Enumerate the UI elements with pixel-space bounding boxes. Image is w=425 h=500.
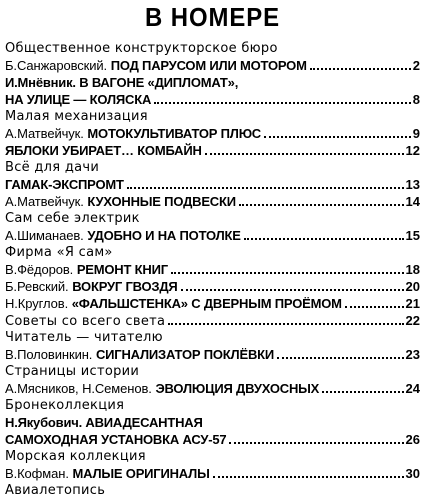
section-heading: Малая механизация <box>5 109 148 124</box>
entry-title: МАЛЫЕ ОРИГИНАЛЫ <box>72 466 210 481</box>
dot-leader <box>127 187 404 189</box>
entry-title: МОТОКУЛЬТИВАТОР ПЛЮС <box>87 126 261 141</box>
toc-entry[interactable] <box>5 465 420 483</box>
toc-entry[interactable] <box>5 431 420 449</box>
entry-title: ЭВОЛЮЦИЯ ДВУХОСНЫХ <box>155 381 320 396</box>
entry-author: Б.Санжаровский. <box>5 58 108 73</box>
page-number: 2 <box>412 58 420 73</box>
entry-author: Б.Ревский. <box>5 279 69 294</box>
dot-leader <box>277 357 404 359</box>
page-number: 8 <box>412 92 420 107</box>
page-number: 23 <box>405 347 420 362</box>
section-heading: Советы со всего света <box>5 314 166 329</box>
entry-title: ВОКРУГ ГВОЗДЯ <box>72 279 178 294</box>
dot-leader <box>154 102 411 104</box>
toc-entry[interactable] <box>5 176 420 194</box>
page-number: 30 <box>405 466 420 481</box>
toc-entry[interactable] <box>5 278 420 296</box>
dot-leader <box>168 323 403 325</box>
toc-entry[interactable] <box>5 295 420 313</box>
entry-author: Н.Круглов. <box>5 296 69 311</box>
dot-leader <box>205 153 404 155</box>
page-title: В НОМЕРЕ <box>145 2 280 32</box>
entry-title-line: И.Мнёвник. В ВАГОНЕ «ДИПЛОМАТ», <box>5 75 239 90</box>
entry-title: САМОХОДНАЯ УСТАНОВКА АСУ-57 <box>5 432 227 447</box>
page-number: 21 <box>405 296 420 311</box>
entry-author: В.Фёдоров. <box>5 262 74 277</box>
section-heading: Авиалетопись <box>5 483 106 498</box>
entry-author: А.Шиманаев. <box>5 228 84 243</box>
toc-entry[interactable] <box>5 346 420 364</box>
toc-entry[interactable] <box>5 142 420 160</box>
section-heading: Всё для дачи <box>5 160 100 175</box>
entry-title: ГАМАК-ЭКСПРОМТ <box>5 177 124 192</box>
dot-leader <box>229 442 403 444</box>
dot-leader <box>345 306 404 308</box>
dot-leader <box>181 289 404 291</box>
entry-title: УДОБНО И НА ПОТОЛКЕ <box>87 228 241 243</box>
page-number: 9 <box>412 126 420 141</box>
dot-leader <box>244 238 404 240</box>
section-heading: Читатель — читателю <box>5 330 163 345</box>
dot-leader <box>310 68 411 70</box>
entry-title-line: Н.Якубович. АВИАДЕСАНТНАЯ <box>5 415 203 430</box>
entry-author: А.Матвейчук. <box>5 126 84 141</box>
page-number: 14 <box>405 194 420 209</box>
entry-title: КУХОННЫЕ ПОДВЕСКИ <box>87 194 236 209</box>
dot-leader <box>264 136 411 138</box>
toc-entry[interactable] <box>5 193 420 211</box>
page-number: 12 <box>405 143 420 158</box>
page-number: 20 <box>405 279 420 294</box>
entry-author: А.Матвейчук. <box>5 194 84 209</box>
toc-entry[interactable] <box>5 57 420 75</box>
page-number: 15 <box>405 228 420 243</box>
section-heading: Страницы истории <box>5 364 140 379</box>
section-heading: Фирма «Я сам» <box>5 245 113 260</box>
page-number: 26 <box>405 432 420 447</box>
toc-entry[interactable] <box>5 261 420 279</box>
toc-entry[interactable] <box>5 414 420 432</box>
page-number: 18 <box>405 262 420 277</box>
page-number: 22 <box>405 313 420 328</box>
dot-leader <box>213 476 404 478</box>
entry-title: ПОД ПАРУСОМ ИЛИ МОТОРОМ <box>110 58 307 73</box>
toc-entry[interactable] <box>5 380 420 398</box>
toc-entry[interactable] <box>5 91 420 109</box>
toc-entry[interactable] <box>5 227 420 245</box>
section-heading: Сам себе электрик <box>5 211 140 226</box>
toc-entry[interactable] <box>5 312 420 330</box>
entry-title: ЯБЛОКИ УБИРАЕТ… КОМБАЙН <box>5 143 202 158</box>
toc-entry[interactable] <box>5 74 420 92</box>
section-heading: Общественное конструкторское бюро <box>5 41 278 56</box>
dot-leader <box>171 272 404 274</box>
dot-leader <box>322 391 403 393</box>
entry-title: РЕМОНТ КНИГ <box>76 262 168 277</box>
dot-leader <box>239 204 404 206</box>
entry-author: В.Кофман. <box>5 466 69 481</box>
entry-title: «ФАЛЬШСТЕНКА» С ДВЕРНЫМ ПРОЁМОМ <box>71 296 342 311</box>
entry-title: СИГНАЛИЗАТОР ПОКЛЁВКИ <box>95 347 275 362</box>
section-heading: Бронеколлекция <box>5 398 125 413</box>
page-number: 13 <box>405 177 420 192</box>
entry-author: В.Половинкин. <box>5 347 93 362</box>
toc-entry[interactable] <box>5 125 420 143</box>
page-number: 24 <box>405 381 420 396</box>
entry-author: А.Мясников, Н.Семенов. <box>5 381 152 396</box>
entry-title: НА УЛИЦЕ — КОЛЯСКА <box>5 92 152 107</box>
section-heading: Морская коллекция <box>5 449 146 464</box>
